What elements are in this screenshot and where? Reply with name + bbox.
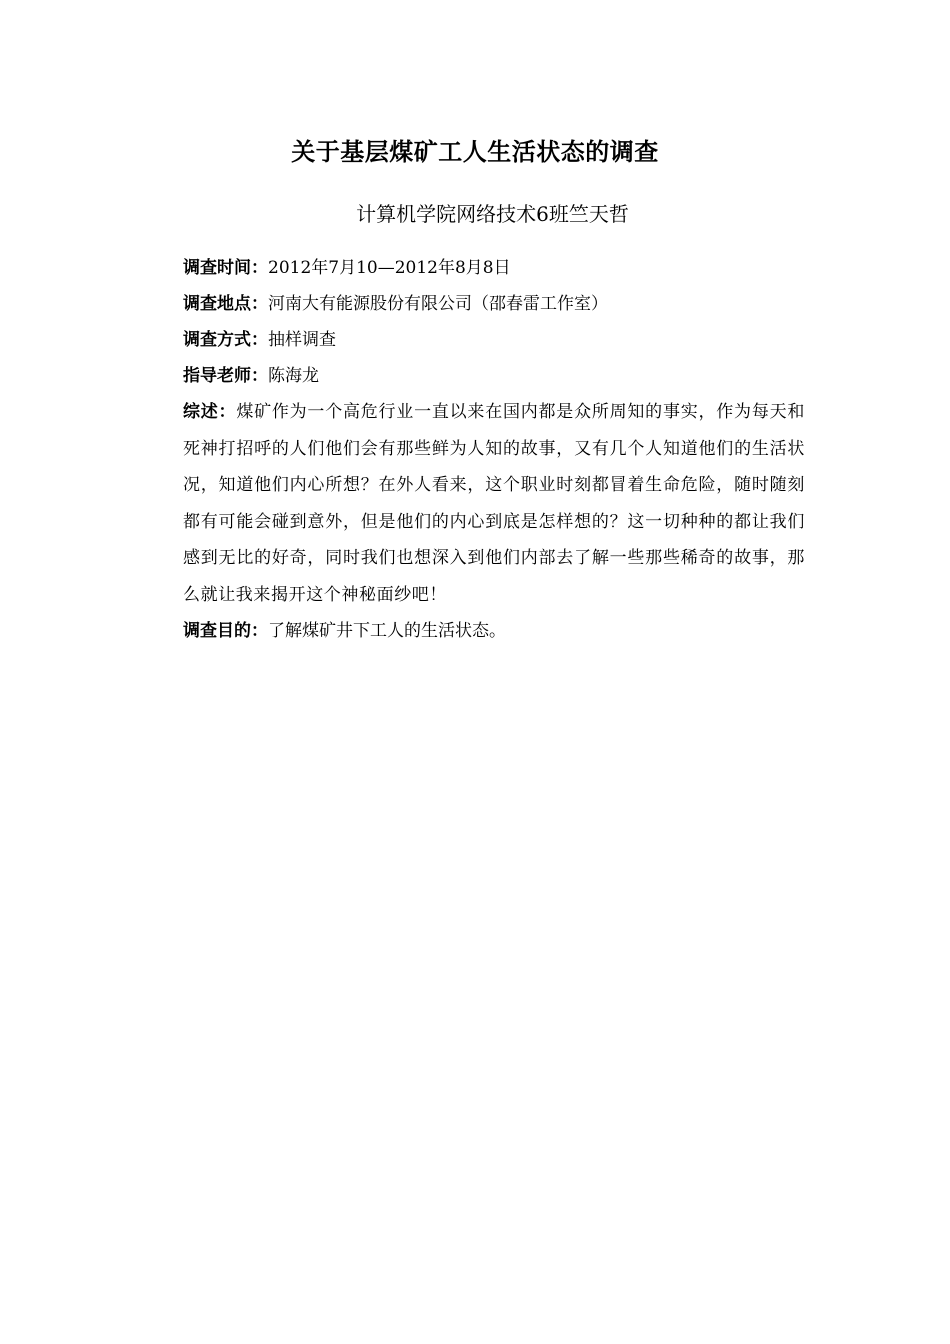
survey-method-label: 调查方式： [183,330,268,350]
author-line: 计算机学院网络技术6班竺天哲 [356,202,629,226]
survey-method-value: 抽样调查 [268,330,336,350]
document-body [183,250,805,649]
purpose-value: 了解煤矿井下工人的生活状态。 [268,621,506,641]
summary-paragraph [183,394,805,613]
survey-time-label: 调查时间： [183,258,268,278]
survey-location-row [183,286,805,322]
advisor-value: 陈海龙 [268,366,319,386]
summary-label: 综述： [183,402,237,422]
survey-time-row [183,250,805,286]
survey-method-row [183,322,805,358]
summary-text: 煤矿作为一个高危行业一直以来在国内都是众所周知的事实，作为每天和死神打招呼的人们他们会有那些鲜为人知的故事，又有几个人知道他们的生活状况，知道他们内心所想？在外人看来，这个职业时刻都冒着生命危险，随时随刻都有可能会碰到意外，但是他们的内心到底是怎样想的？这一切种种的都让我们感到无比的好奇，同时我们也想深入到他们内部去了解一些那些稀奇的故事，那么就让我来揭开这个神秘面纱吧！ [183,402,805,605]
advisor-row [183,358,805,394]
purpose-row [183,613,805,649]
document-title: 关于基层煤矿工人生活状态的调查 [291,138,659,166]
survey-location-value: 河南大有能源股份有限公司（邵春雷工作室） [268,294,608,314]
purpose-label: 调查目的： [183,621,268,641]
survey-location-label: 调查地点： [183,294,268,314]
advisor-label: 指导老师： [183,366,268,386]
survey-time-value: 2012年7月10—2012年8月8日 [268,258,511,278]
